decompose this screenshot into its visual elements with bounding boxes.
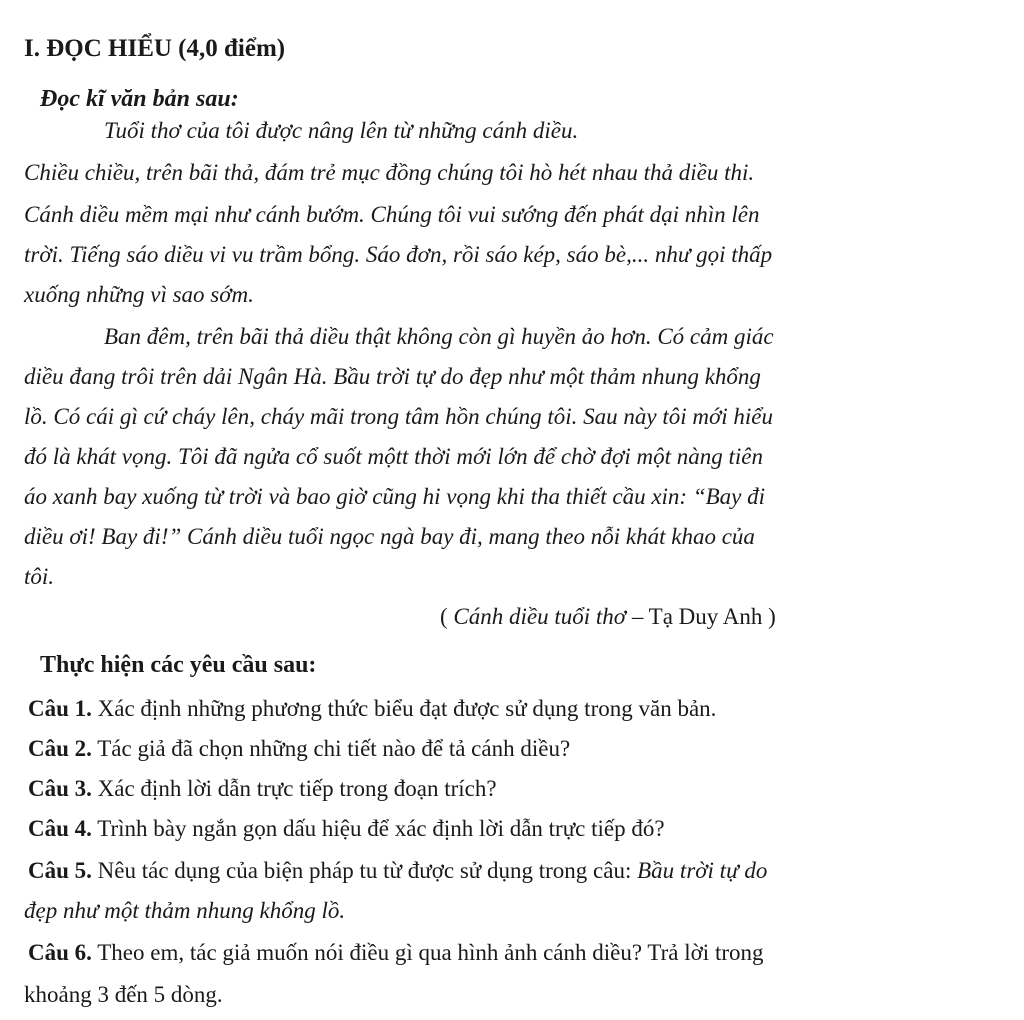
passage-line: Ban đêm, trên bãi thả diều thật không còn gì huyền ảo hơn. Có cảm giác [104, 324, 774, 349]
source-citation [440, 602, 776, 632]
task-heading: Thực hiện các yêu cầu sau: [40, 652, 317, 678]
question-label: Câu 2. [28, 736, 92, 761]
reading-instruction: Đọc kĩ văn bản sau: [40, 86, 239, 112]
question-continuation [24, 896, 345, 926]
passage-line: Cánh diều mềm mại như cánh bướm. Chúng tôi vui sướng đến phát dại nhìn lên [24, 202, 760, 227]
passage-line: diều đang trôi trên dải Ngân Hà. Bầu trời tự do đẹp như một thảm nhung khổng [24, 364, 761, 389]
question-quote: đẹp như một thảm nhung khổng lồ. [24, 898, 346, 923]
passage-line: Tuổi thơ của tôi được nâng lên từ những cánh diều. [104, 118, 579, 143]
question-text: Theo em, tác giả muốn nói điều gì qua hình ảnh cánh diều? Trả lời trong [91, 940, 764, 965]
question-label: Câu 4. [28, 816, 92, 841]
question-text: khoảng 3 đến 5 dòng. [24, 982, 223, 1007]
question-continuation [24, 980, 223, 1010]
question-label: Câu 1. [28, 696, 92, 721]
question-item [28, 774, 497, 804]
question-text: Tác giả đã chọn những chi tiết nào để tả cánh diều? [91, 736, 571, 761]
question-label: Câu 5. [28, 858, 92, 883]
passage-line: diều ơi! Bay đi!” Cánh diều tuổi ngọc ngà bay đi, mang theo nỗi khát khao của [24, 524, 755, 549]
passage-line: trời. Tiếng sáo diều vi vu trầm bổng. Sáo đơn, rồi sáo kép, sáo bè,... như gọi thấp [24, 242, 773, 267]
question-item [28, 694, 716, 724]
section-title: I. ĐỌC HIỂU (4,0 điểm) [24, 35, 286, 62]
passage-line: đó là khát vọng. Tôi đã ngửa cổ suốt mộtt thời mới lớn để chờ đợi một nàng tiên [24, 444, 763, 469]
question-text: Xác định lời dẫn trực tiếp trong đoạn trích? [91, 776, 497, 801]
question-text: Xác định những phương thức biểu đạt được sử dụng trong văn bản. [91, 696, 717, 721]
passage-line: Chiều chiều, trên bãi thả, đám trẻ mục đồng chúng tôi hò hét nhau thả diều thi. [24, 160, 755, 185]
question-label: Câu 3. [28, 776, 92, 801]
question-item [28, 734, 570, 764]
citation-title: Cánh diều tuổi thơ [453, 604, 627, 629]
question-quote: Bầu trời tự do [637, 858, 768, 883]
question-label: Câu 6. [28, 940, 92, 965]
question-item [28, 814, 665, 844]
passage-line: tôi. [24, 564, 55, 589]
passage-line: lồ. Có cái gì cứ cháy lên, cháy mãi trong tâm hồn chúng tôi. Sau này tôi mới hiểu [24, 404, 773, 429]
passage-line: áo xanh bay xuống từ trời và bao giờ cũng hi vọng khi tha thiết cầu xin: “Bay đi [24, 484, 766, 509]
question-item [28, 856, 767, 886]
question-text: Trình bày ngắn gọn dấu hiệu để xác định lời dẫn trực tiếp đó? [91, 816, 665, 841]
question-text: Nêu tác dụng của biện pháp tu từ được sử dụng trong câu: [91, 858, 638, 883]
citation-author: – Tạ Duy Anh ) [626, 604, 776, 629]
citation-open: ( [440, 604, 454, 629]
passage-line: xuống những vì sao sớm. [24, 282, 254, 307]
question-item [28, 938, 764, 968]
